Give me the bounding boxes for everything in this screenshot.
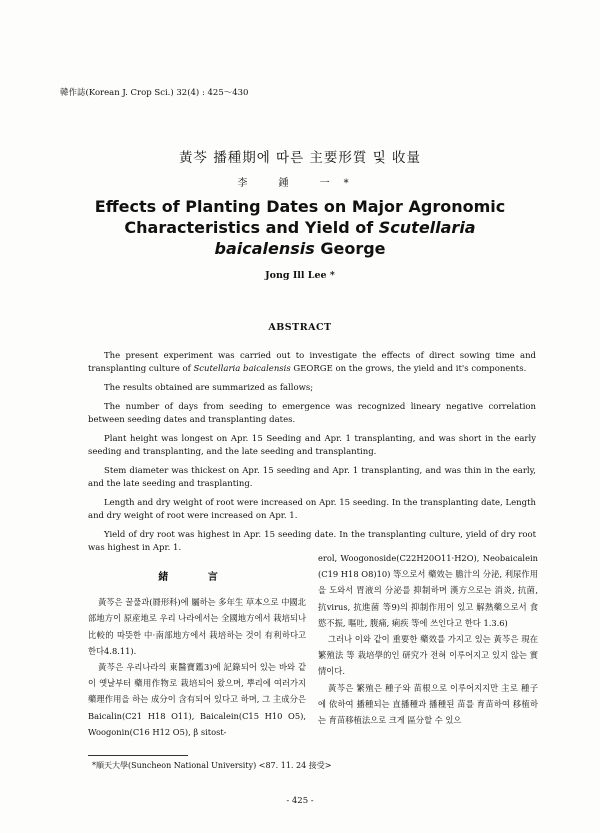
abstract-paragraph: Yield of dry root was highest in Apr. 15 seeding date. In the transplanting culture, yield of dry root was highest in Apr. 1. (88, 530, 536, 553)
english-title-line1: Effects of Planting Dates on Major Agronomic (94, 197, 506, 216)
korean-author: 李 鍾 一* (237, 178, 363, 189)
intro-paragraph: 黃芩은 우리나라의 東醫寶鑑3)에 記錄되어 있는 바와 같이 옛날부터 藥用作物로 栽培되어 왔으며, 뿌리에 여러가지 藥理作用을 하는 成分이 含有되어 있다고 하며, 그 主成分은 Baicalin(C21 H18 O11), Baicalein(C15 H10 O5), Woogonin(C16 H12 O5), β sitost- (88, 662, 306, 737)
abstract-paragraph: Length and dry weight of root were increased on Apr. 15 seeding. In the transplanting date, Length and dry weight of root were increased on Apr. 1. (88, 498, 536, 521)
footnote-rule (88, 755, 188, 756)
abstract-paragraph (88, 350, 536, 376)
abstract-paragraph: The results obtained are summarized as fallows; (104, 383, 314, 393)
intro-paragraph: 黃芩은 繁殖은 種子와 苗根으로 이루어지지만 主로 種子에 依하여 播種되는 直播種과 播種된 苗를 育苗하여 移植하는 育苗移植法으로 크게 區分할 수 있으 (318, 682, 538, 726)
abstract-body (88, 350, 536, 561)
abstract-paragraph: The number of days from seeding to emergence was recognized lineary negative correlation between seeding dates and transplanting dates. (88, 402, 536, 425)
english-title (60, 196, 540, 259)
page-number: - 425 - (286, 796, 314, 806)
abstract-text: GEORGE on the grows, the yield and it's components. (290, 364, 527, 374)
footnote: *順天大學(Suncheon National University) <87. 11. 24 接受> (92, 761, 332, 770)
intro-paragraph: 黃芩은 꿀풀과(脣形科)에 屬하는 多年生 草本으로 中國北部地方이 原産地로 우리 나라에서는 全國地方에서 栽培되나 比較的 따뜻한 中·南部地方에서 栽培하는 것이 有利하다고 한다4.8.11). (88, 597, 306, 656)
intro-paragraph: 그러나 이와 같이 重要한 藥效를 가지고 있는 黃芩은 現在 繁殖法 等 栽培學的인 研究가 전혀 이루어지고 있지 않는 實情이다. (318, 634, 538, 677)
english-title-author-name: George (314, 239, 386, 258)
abstract-heading: ABSTRACT (268, 322, 332, 333)
left-column (88, 570, 306, 740)
abstract-species: Scutellaria baicalensis (193, 364, 291, 374)
english-title-line3 (60, 238, 540, 259)
korean-title: 黃芩 播種期에 따른 主要形質 및 收量 (178, 150, 422, 166)
right-column (318, 550, 538, 728)
introduction-heading: 緒 言 (158, 572, 236, 583)
english-title-species: baicalensis (214, 239, 315, 258)
english-title-line2 (60, 217, 540, 238)
english-title-genus: Scutellaria (378, 218, 476, 237)
english-title-line2-text: Characteristics and Yield of (124, 218, 379, 237)
journal-reference: 韓作誌(Korean J. Crop Sci.) 32(4) : 425～430 (60, 88, 249, 98)
english-author: Jong Ill Lee * (265, 270, 335, 281)
intro-paragraph: erol, Woogonoside(C22H20O11·H2O), Neobaicalein (C19 H18 O8)10) 等으로서 藥效는 膽汁의 分泌, 利尿作用을 도와서 胃液의 分泌를 抑制하며 漢方으로는 消炎, 抗菌, 抗virus, 抗進菌 等9)의 抑制作用이 있고 解熱藥으로서 食慾不振, 嘔吐, 腹痛, 痢疾 等에 쓰인다고 한다 1.3.6) (318, 553, 538, 628)
abstract-paragraph: Stem diameter was thickest on Apr. 15 seeding and Apr. 1 transplanting, and was thin in the early, and the late seeding and trasplanting. (88, 466, 536, 489)
abstract-paragraph: Plant height was longest on Apr. 15 Seeding and Apr. 1 transplanting, and was short in the early seeding and transplanting, and the late seeding and transplanting. (88, 434, 536, 457)
abstract-text: The present experiment was carried out to investigate the effects of direct sowing time and transplanting culture of (88, 351, 536, 374)
